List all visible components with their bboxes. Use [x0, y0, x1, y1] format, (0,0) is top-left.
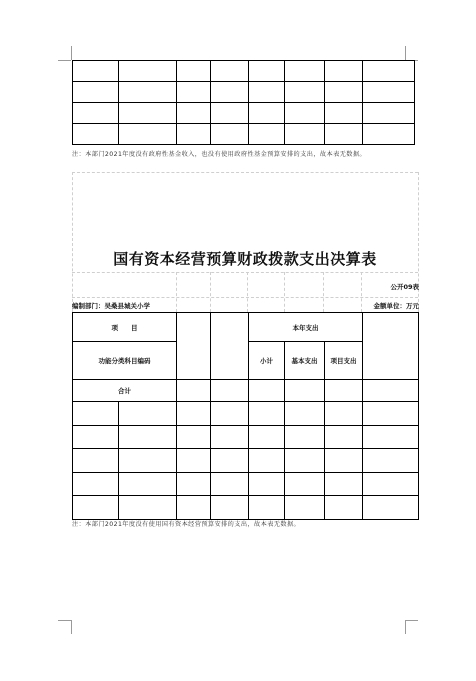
- note-government-fund: 注：本部门2021年度没有政府性基金收入，也没有使用政府性基金预算安排的支出，故本表无数据。: [72, 151, 367, 158]
- crop-mark: [58, 60, 71, 61]
- header-function-code: 功能分类科目编码: [73, 342, 177, 380]
- compiling-department: 编制部门：吴桑县城关小学: [72, 302, 150, 310]
- page-title: 国有资本经营预算财政拨款支出决算表: [113, 250, 377, 268]
- gridline: [72, 172, 73, 312]
- header-item: 项 目: [73, 313, 177, 342]
- gridline: [176, 272, 177, 312]
- gridline: [323, 272, 324, 312]
- previous-table: [72, 60, 415, 145]
- form-code: 公开09表: [390, 283, 419, 291]
- gridline: [361, 272, 362, 312]
- gridline: [210, 272, 211, 312]
- gridline: [72, 172, 418, 173]
- gridline: [72, 297, 418, 298]
- gridline: [418, 172, 419, 312]
- header-subtotal: 小计: [249, 342, 285, 380]
- gridline: [284, 272, 285, 312]
- gridline: [72, 272, 418, 273]
- crop-mark: [405, 620, 418, 621]
- header-basic-expense: 基本支出: [285, 342, 325, 380]
- crop-mark: [58, 620, 71, 621]
- header-project-expense: 项目支出: [325, 342, 363, 380]
- total-row-label: 合计: [73, 380, 177, 402]
- state-capital-expense-table: [72, 312, 419, 520]
- gridline: [247, 272, 248, 312]
- amount-unit: 金额单位：万元: [373, 302, 419, 310]
- crop-mark: [405, 46, 406, 60]
- crop-mark: [71, 46, 72, 60]
- header-current-year-expense: 本年支出: [249, 313, 363, 342]
- crop-mark: [405, 620, 406, 634]
- crop-mark: [71, 620, 72, 634]
- note-state-capital: 注：本部门2021年度没有使用国有资本经营预算安排的支出，故本表无数据。: [72, 521, 301, 528]
